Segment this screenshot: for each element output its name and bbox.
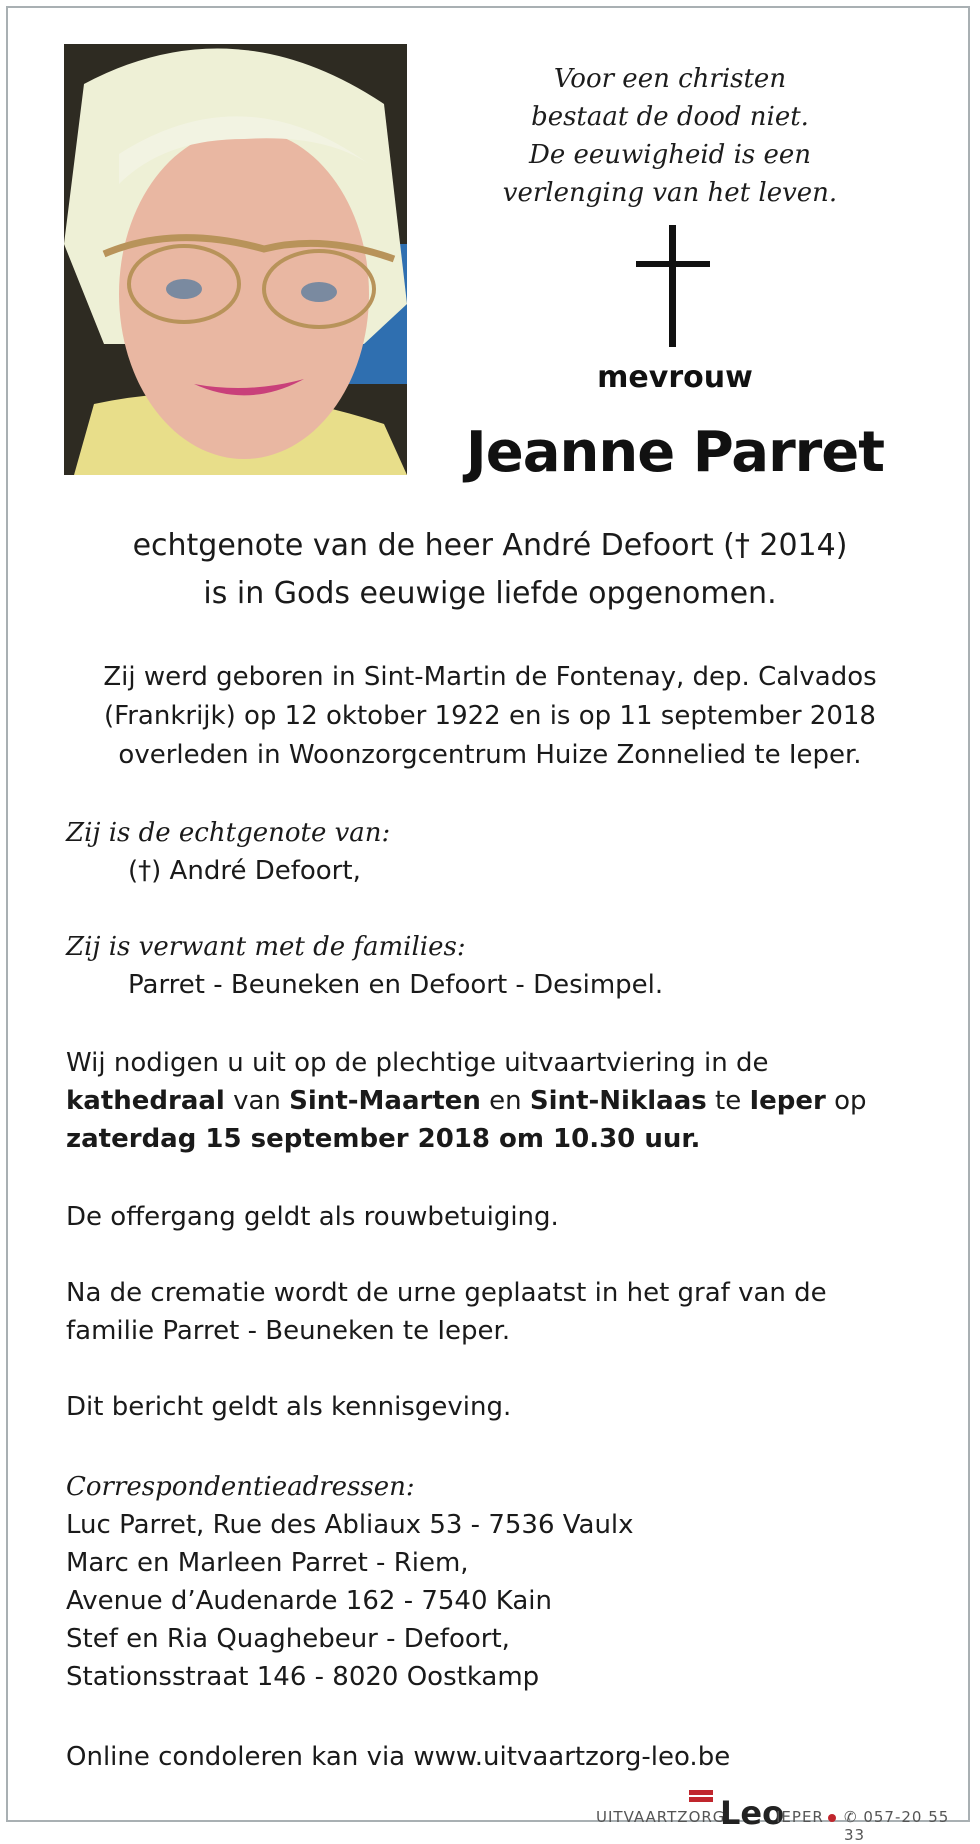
intro-line: echtgenote van de heer André Defoort († 2014) <box>132 528 848 563</box>
quote-block <box>470 60 870 212</box>
funeral-church: Sint-Niklaas <box>529 1086 707 1116</box>
notice-line: Dit bericht geldt als kennisgeving. <box>66 1392 512 1422</box>
honorific: mevrouw <box>597 360 753 395</box>
intro-line: is in Gods eeuwige liefde opgenomen. <box>203 576 777 611</box>
families-heading: Zij is verwant met de families: <box>66 932 466 962</box>
quote-line: Voor een christen <box>553 64 787 94</box>
families-section <box>66 928 946 1004</box>
spouse-heading: Zij is de echtgenote van: <box>66 818 391 848</box>
spouse-value: (†) André Defoort, <box>128 856 361 886</box>
funeral-home-logo: UITVAARTZORG Leo IEPER ✆ 057-20 55 33 <box>596 1790 976 1826</box>
address-line: Luc Parret, Rue des Abliaux 53 - 7536 Vaulx <box>66 1510 634 1540</box>
cross-icon <box>636 225 710 347</box>
logo-mark-icon <box>689 1790 713 1810</box>
quote-line: verlenging van het leven. <box>502 178 838 208</box>
birth-line: Zij werd geboren in Sint-Martin de Fontenay, dep. Calvados <box>103 662 877 692</box>
cremation-section <box>66 1274 946 1350</box>
funeral-line: Wij nodigen u uit op de plechtige uitvaartviering in de <box>66 1048 769 1078</box>
cremation-line: Na de crematie wordt de urne geplaatst in het graf van de <box>66 1278 827 1308</box>
address-line: Stationsstraat 146 - 8020 Oostkamp <box>66 1662 540 1692</box>
birth-line: overleden in Woonzorgcentrum Huize Zonnelied te Ieper. <box>118 740 862 770</box>
phone-number: ✆ 057-20 55 33 <box>844 1808 950 1844</box>
funeral-line: kathedraal van Sint-Maarten en Sint-Niklaas te Ieper op <box>66 1086 867 1116</box>
funeral-city: Ieper <box>749 1086 826 1116</box>
funeral-church: Sint-Maarten <box>289 1086 481 1116</box>
address-line: Marc en Marleen Parret - Riem, <box>66 1548 469 1578</box>
offer-line: De offergang geldt als rouwbetuiging. <box>66 1202 559 1232</box>
address-line: Stef en Ria Quaghebeur - Defoort, <box>66 1624 510 1654</box>
quote-line: De eeuwigheid is een <box>528 140 812 170</box>
families-value: Parret - Beuneken en Defoort - Desimpel. <box>128 970 664 1000</box>
quote-line: bestaat de dood niet. <box>531 102 809 132</box>
funeral-date: zaterdag 15 september 2018 om 10.30 uur. <box>66 1124 701 1154</box>
portrait-photo <box>64 44 407 475</box>
birth-line: (Frankrijk) op 12 oktober 1922 en is op 11 september 2018 <box>104 701 876 731</box>
online-condolence[interactable]: Online condoleren kan via www.uitvaartzorg-leo.be <box>66 1742 731 1772</box>
address-line: Avenue d’Audenarde 162 - 7540 Kain <box>66 1586 553 1616</box>
funeral-section <box>66 1044 946 1158</box>
cremation-line: familie Parret - Beuneken te Ieper. <box>66 1316 511 1346</box>
dot-icon <box>828 1814 836 1822</box>
addresses-section <box>66 1468 946 1696</box>
addresses-heading: Correspondentieadressen: <box>66 1472 415 1502</box>
deceased-name: Jeanne Parret <box>465 420 885 485</box>
funeral-place: kathedraal <box>66 1086 225 1116</box>
spouse-section <box>66 814 946 890</box>
